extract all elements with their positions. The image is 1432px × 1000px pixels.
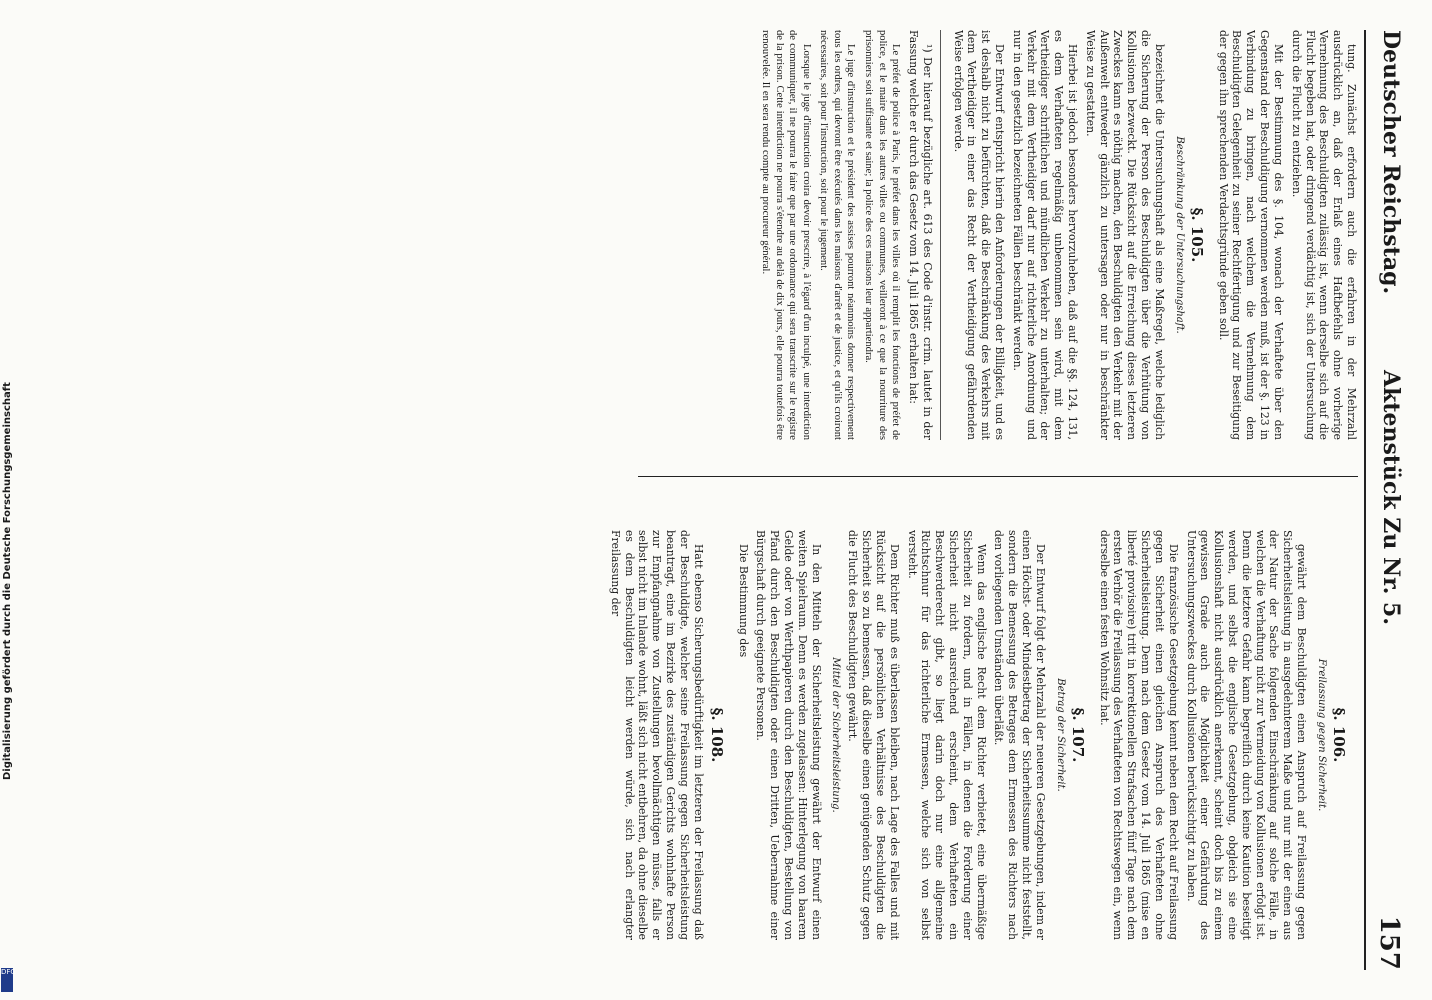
paragraph: Der Entwurf entspricht hierin den Anforderungen der Billigkeit, und es ist deshalb nicht zu befürchten, daß die Beschränkung des Verkehrs mit dem Vertheidiger in einer das Recht der Vertheidigung gefährdenden Weise erfolgen werde. bbox=[951, 30, 1006, 440]
section-caption: Freilassung gegen Sicherheit. bbox=[1315, 658, 1327, 812]
footnote-text: ¹) Der hierauf bezügliche art. 613 des Code d'instr. crim. lautet in der Fassung welche er durch das Gesetz vom 14. Juli 1865 erhalten hat: bbox=[906, 30, 934, 440]
paragraph: Wenn das englische Recht dem Richter verbietet, eine übermäßige Sicherheit zu fordern, und in Fällen, in denen die Forderung einer Sicherheit nicht ausreichend erscheint, dem Verhafteten ein Beschwerderecht gibt, so liegt darin doch nur eine allgemeine Richtschnur für das richterliche Ermessen, welche sich von selbst versteht. bbox=[905, 530, 988, 940]
credit-text: Digitalisierung gefördert durch die Deutsche Forschungsgemeinschaft bbox=[2, 382, 13, 780]
section-caption: Beschränkung der Untersuchungshaft. bbox=[1173, 136, 1185, 334]
french-paragraph: Lorsque le juge d'instruction croira devoir prescrire, à l'égard d'un inculpé, une interdiction de communiquer, il ne pourra le faire que par une ordonnance qui sera transcrite sur le registre de la prison. Cette interdiction ne pourra s'étendre au delà de dix jours, elle pourra toutefois être renouvelée. Il en sera rendu compte au procureur général. bbox=[760, 30, 812, 440]
right-column bbox=[38, 530, 1358, 940]
header-center: Aktenstück Zu Nr. 5. bbox=[1378, 370, 1404, 625]
paragraph: Dem Richter muß es überlassen bleiben, nach Lage des Falles und mit Rücksicht auf die persönlichen Verhältnisse des Beschuldigten die Sicherheit so zu bemessen, daß dieselbe einen genügenden Schutz gegen die Flucht des Beschuldigten gewährt. bbox=[846, 530, 901, 940]
page-header bbox=[1368, 30, 1404, 970]
section-caption: Mittel der Sicherheitsleistung. bbox=[830, 657, 842, 813]
section-caption: Betrag der Sicherheit. bbox=[1054, 678, 1066, 792]
footnote bbox=[759, 30, 941, 440]
section-heading: §. 107. bbox=[1068, 707, 1087, 763]
header-rule bbox=[1364, 30, 1366, 970]
paragraph: Die Bestimmung des bbox=[736, 544, 750, 658]
paragraph: bezeichnet die Untersuchungshaft als eine Maßregel, welche lediglich die Sicherung der Person des Beschuldigten über die Verhütung von Kollusionen bezweckt. Die Rücksicht auf die Erreichung dieses letzteren Zweckes kann es nöthig machen, den Beschuldigten den Verkehr mit der Außenwelt entweder gänzlich zu untersagen oder nur in beschränkter Weise zu gestatten. bbox=[1083, 30, 1166, 440]
french-paragraph: Le préfet de police à Paris, le préfet dans les villes où il remplit les fonctions de préfet de police, et le maire dans les autres villes ou communes, veilleront à ce que la nourriture des prisonniers soit suffisante et saine; la police des ces maisons leur appartiendra. bbox=[862, 30, 902, 440]
page-number: 157 bbox=[1374, 915, 1404, 970]
paragraph: Hatt ebenso Sicherungsbedürftigkeit im letzteren der Freilassung daß der Beschuldigte, welcher seine Freilassung gegen Sicherheitsleistung beantragt, eine im Bezirke des zuständigen Gerichts wohnhafte Person zur Empfangnahme von Zustellungen bevollmächtigen müsse, falls er selbst nicht im Inlande wohnt, läßt sich nicht entbehren, da ohne dieselbe es dem Beschuldigten leicht werden würde, sich nach erlangter Freilassung der bbox=[608, 530, 705, 940]
column-divider bbox=[638, 476, 1358, 477]
paragraph: Mit der Bestimmung des §. 104, wonach der Verhaftete über den Gegenstand der Beschuldigung vernommen werden muß, ist der §. 123 in Verbindung zu bringen, nach welchem die Vernehmung dem Beschuldigten Gelegenheit zu seiner Rechtfertigung und zur Beseitigung der gegen ihn sprechenden Verdachtsgründe geben soll. bbox=[1216, 30, 1285, 440]
paragraph: In den Mitteln der Sicherheitsleistung gewährt der Entwurf einen weiten Spielraum. Denn es werden zugelassen: Hinterlegung von baarem Gelde oder von Werthpapieren durch den Beschuldigten, Bestellung von Pfand durch den Beschuldigten oder einen Dritten, Uebernahme einer Bürgschaft durch geeignete Personen. bbox=[754, 530, 823, 940]
paragraph: tung. Zunächst erfordern auch die erfahren in der Mehrzahl ausdrücklich an, daß der Erlaß eines Haftbefehls ohne vorherige Vernehmung des Beschuldigten zulässig ist, wenn derselbe sich auf die Flucht begeben hat, oder dringend verdächtig ist, sich der Untersuchung durch die Flucht zu entziehen. bbox=[1289, 30, 1358, 440]
french-paragraph: Le juge d'instruction et le président des assises pourront néanmoins donner respectivement tous les ordres, qui devront être exécutés dans les maisons d'arrêt et de justice, et qu'ils croiront nécessaires, soit pour l'instruction, soit pour le jugement. bbox=[818, 30, 857, 440]
paragraph: gewährt dem Beschuldigten einen Anspruch auf Freilassung gegen Sicherheitsleistung in ausgedehnterem Maße und nur mit der einen aus der Natur der Sache folgenden Einschränkung auf solche Fälle, in welchen die Verhaftung nicht zur Vermeidung von Kollusionen erfolgt ist. Denn die letztere Gefahr kann begreiflich durch keine Kaution beseitigt werden, und selbst die englische Gesetzgebung, obgleich sie eine Kollusionshaft nicht ausdrücklich anerkennt, scheint doch bis zu einem gewissen Grade auch die Möglichkeit einer Gefährdung des Untersuchungszweckes durch Kollusionen berücksichtigt zu haben. bbox=[1184, 530, 1309, 940]
paragraph: Hierbei ist jedoch besonders hervorzuheben, daß auf die §§. 124, 131, es dem Verhafteten regelmäßig unbenommen sein wird, mit dem Vertheidiger schriftlichen und mündlichen Verkehr zu unterhalten; der Verkehr mit dem Vertheidiger darf nur auf richterliche Anordnung und nur in den gesetzlich bezeichneten Fällen beschränkt werden. bbox=[1010, 30, 1080, 440]
header-left: Deutscher Reichstag. bbox=[1378, 30, 1404, 295]
section-heading: §. 105. bbox=[1187, 207, 1206, 263]
paragraph: Der Entwurf folgt der Mehrzahl der neueren Gesetzgebungen, indem er einen Höchst- oder Mindestbetrag der Sicherheitssumme nicht feststellt, sondern die Bemessung des Betrages dem Ermessen des Richters nach den vorliegenden Umständen überläßt. bbox=[992, 530, 1047, 940]
section-heading: §. 106. bbox=[1330, 707, 1348, 763]
dfg-logo: DFG bbox=[1, 968, 13, 992]
paragraph: Die französische Gesetzgebung kennt neben dem Recht auf Freilassung gegen Sicherheit einen gleichen Anspruch des Verhafteten ohne Sicherheitsleistung. Denn nach dem Gesetz vom 14. Juli 1865 (mise en liberté provisoire) tritt in korrektionellen Strafsachen fünf Tage nach dem ersten Verhör die Freilassung des Verhafteten von Rechtswegen ein, wenn derselbe einen festen Wohnsitz hat. bbox=[1097, 530, 1180, 940]
left-column bbox=[38, 30, 1358, 440]
section-heading: §. 108. bbox=[707, 707, 726, 763]
